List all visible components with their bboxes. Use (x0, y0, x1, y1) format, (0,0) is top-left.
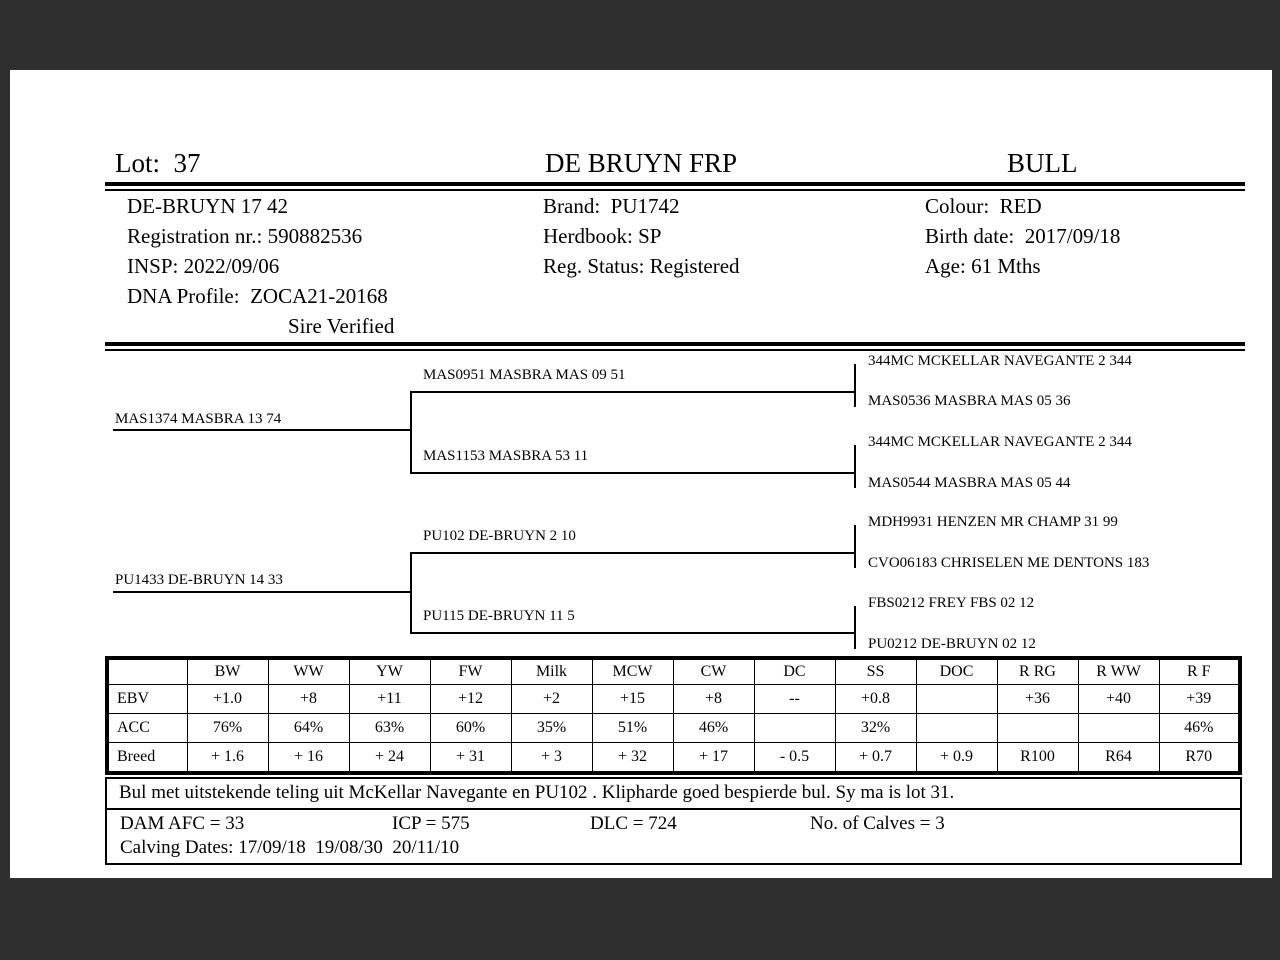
pedigree-gen3-name: MDH9931 HENZEN MR CHAMP 31 99 (868, 514, 1118, 530)
stats-cell: +0.8 (835, 685, 916, 714)
pedigree-line (410, 552, 856, 554)
dam-icp: ICP = 575 (392, 813, 470, 834)
stats-cell (916, 685, 997, 714)
stats-header-cell: CW (673, 658, 754, 685)
pedigree-line (113, 429, 410, 431)
birth-date: Birth date: 2017/09/18 (925, 224, 1121, 248)
pedigree-line (410, 632, 856, 634)
stats-header-row (107, 658, 1240, 685)
stats-cell: +8 (268, 685, 349, 714)
pedigree-gen2-name: MAS1153 MASBRA 53 11 (423, 448, 589, 464)
pedigree-line (410, 391, 856, 393)
stats-cell: +2 (511, 685, 592, 714)
pedigree-gen3-name: CVO06183 CHRISELEN ME DENTONS 183 (868, 555, 1150, 571)
stats-cell: 63% (349, 714, 430, 743)
stats-header-cell (107, 658, 187, 685)
stats-cell: + 31 (430, 743, 511, 774)
stats-cell: + 0.7 (835, 743, 916, 774)
dna-profile: DNA Profile: ZOCA21-20168 (127, 284, 388, 308)
pedigree-gen2-name: PU102 DE-BRUYN 2 10 (423, 528, 576, 544)
stats-header-cell: R WW (1078, 658, 1159, 685)
stats-header-cell: DC (754, 658, 835, 685)
stats-cell: 60% (430, 714, 511, 743)
pedigree-gen3-name: 344MC MCKELLAR NAVEGANTE 2 344 (868, 353, 1132, 369)
sale-comment: Bul met uitstekende teling uit McKellar Navegante en PU102 . Klipharde goed bespierde bul. Sy ma is lot 31. (107, 779, 1240, 810)
pedigree-gen3-name: MAS0544 MASBRA MAS 05 44 (868, 475, 1071, 491)
pedigree-gen2-name: MAS0951 MASBRA MAS 09 51 (423, 367, 626, 383)
stats-row-acc (107, 714, 1240, 743)
stats-cell: R64 (1078, 743, 1159, 774)
animal-name: DE-BRUYN 17 42 (127, 194, 288, 218)
stats-cell: +36 (997, 685, 1078, 714)
pedigree-dam: PU1433 DE-BRUYN 14 33 (115, 572, 283, 588)
stats-cell: R100 (997, 743, 1078, 774)
pedigree-gen3-name: PU0212 DE-BRUYN 02 12 (868, 636, 1036, 652)
stats-header-cell: WW (268, 658, 349, 685)
stats-header-cell: R F (1159, 658, 1240, 685)
stats-cell: 76% (187, 714, 268, 743)
stats-cell: 51% (592, 714, 673, 743)
pedigree-sire: MAS1374 MASBRA 13 74 (115, 411, 282, 427)
stats-cell: +15 (592, 685, 673, 714)
brand: Brand: PU1742 (543, 194, 680, 218)
pedigree-line (410, 472, 856, 474)
notes-box (105, 777, 1242, 865)
stats-cell: +1.0 (187, 685, 268, 714)
pedigree-line (113, 591, 410, 593)
stats-row-label: EBV (107, 685, 187, 714)
stats-cell (997, 714, 1078, 743)
reg-status: Reg. Status: Registered (543, 254, 740, 278)
registration-number: Registration nr.: 590882536 (127, 224, 363, 248)
pedigree-gen3-name: MAS0536 MASBRA MAS 05 36 (868, 393, 1071, 409)
stats-cell: 35% (511, 714, 592, 743)
inspection-date: INSP: 2022/09/06 (127, 254, 280, 278)
stats-cell: - 0.5 (754, 743, 835, 774)
pedigree-connector (854, 606, 856, 649)
animal-category: BULL (1007, 148, 1078, 178)
herdbook: Herdbook: SP (543, 224, 662, 248)
stats-header-cell: MCW (592, 658, 673, 685)
stats-row-label: Breed (107, 743, 187, 774)
stats-cell: + 24 (349, 743, 430, 774)
ebv-stats-table (105, 656, 1242, 775)
pedigree-gen3-name: 344MC MCKELLAR NAVEGANTE 2 344 (868, 434, 1132, 450)
stats-cell: 32% (835, 714, 916, 743)
sire-verified-note: Sire Verified (288, 314, 395, 338)
stats-header-cell: DOC (916, 658, 997, 685)
pedigree-connector (854, 525, 856, 568)
stats-row-ebv (107, 685, 1240, 714)
stats-cell: + 16 (268, 743, 349, 774)
page-title: DE BRUYN FRP (544, 148, 738, 178)
dam-calves-count: No. of Calves = 3 (810, 813, 945, 834)
pedigree-gen3-name: FBS0212 FREY FBS 02 12 (868, 595, 1035, 611)
dam-afc: DAM AFC = 33 (120, 813, 245, 834)
colour: Colour: RED (925, 194, 1042, 218)
stats-header-cell: BW (187, 658, 268, 685)
stats-header-cell: R RG (997, 658, 1078, 685)
stats-cell: +12 (430, 685, 511, 714)
stats-cell: R70 (1159, 743, 1240, 774)
pedigree-connector (410, 552, 412, 634)
pedigree-connector (410, 391, 412, 474)
stats-cell: 46% (1159, 714, 1240, 743)
pedigree-connector (854, 445, 856, 488)
stats-header-cell: YW (349, 658, 430, 685)
stats-cell: +11 (349, 685, 430, 714)
stats-row-label: ACC (107, 714, 187, 743)
stats-header-cell: SS (835, 658, 916, 685)
dam-stats-row (107, 810, 1240, 837)
stats-cell (916, 714, 997, 743)
stats-cell: + 3 (511, 743, 592, 774)
stats-row-breed (107, 743, 1240, 774)
stats-cell: + 17 (673, 743, 754, 774)
pedigree-connector (854, 364, 856, 407)
stats-header-cell: Milk (511, 658, 592, 685)
catalog-page (10, 70, 1272, 878)
stats-cell: +40 (1078, 685, 1159, 714)
stats-cell: + 32 (592, 743, 673, 774)
stats-cell: + 0.9 (916, 743, 997, 774)
dam-dlc: DLC = 724 (590, 813, 677, 834)
stats-cell: +8 (673, 685, 754, 714)
calving-dates: Calving Dates: 17/09/18 19/08/30 20/11/10 (120, 837, 460, 858)
stats-header-cell: FW (430, 658, 511, 685)
stats-cell: 46% (673, 714, 754, 743)
lot-number: Lot: 37 (115, 148, 201, 178)
pedigree-gen2-name: PU115 DE-BRUYN 11 5 (423, 608, 575, 624)
stats-cell: 64% (268, 714, 349, 743)
age: Age: 61 Mths (925, 254, 1041, 278)
stats-cell: + 1.6 (187, 743, 268, 774)
stats-cell (1078, 714, 1159, 743)
stats-cell: -- (754, 685, 835, 714)
stats-cell (754, 714, 835, 743)
bottom-bar (0, 878, 1280, 960)
stats-cell: +39 (1159, 685, 1240, 714)
